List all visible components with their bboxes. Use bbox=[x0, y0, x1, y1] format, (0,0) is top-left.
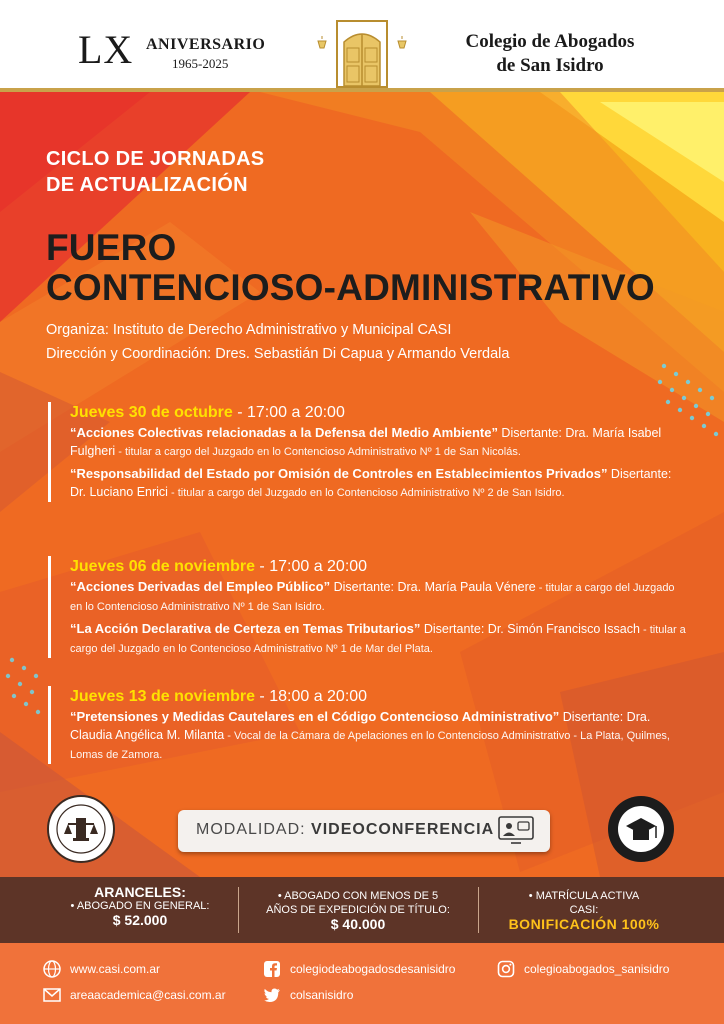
topic-title-line: FUERO bbox=[46, 227, 177, 268]
fee-label: AÑOS DE EXPEDICIÓN DE TÍTULO: bbox=[266, 904, 450, 916]
talk-title: “La Acción Declarativa de Certeza en Temas Tributarios” bbox=[70, 621, 421, 636]
talk-item bbox=[70, 620, 688, 658]
organizers bbox=[46, 318, 509, 366]
talk-item bbox=[70, 578, 688, 616]
footer-instagram-text: colegioabogados_sanisidro bbox=[524, 962, 670, 976]
casi-seal-logo bbox=[46, 794, 116, 864]
fee-price: $ 52.000 bbox=[112, 912, 168, 928]
modality-text bbox=[196, 821, 494, 839]
talk-speaker-role: - titular a cargo del Juzgado en lo Contencioso Administrativo Nº 1 de San Nicolás. bbox=[115, 446, 521, 458]
talk-item bbox=[70, 708, 688, 764]
videoconference-icon bbox=[498, 816, 534, 846]
header-rule bbox=[0, 88, 724, 92]
modality-banner bbox=[178, 810, 550, 852]
organizer-line: Organiza: Instituto de Derecho Administrativo y Municipal CASI bbox=[46, 322, 452, 338]
facebook-icon bbox=[262, 959, 282, 979]
talk-item bbox=[70, 465, 688, 502]
fee-price: $ 40.000 bbox=[330, 916, 386, 932]
modality-label: MODALIDAD: bbox=[196, 821, 306, 838]
direction-line: Dirección y Coordinación: Dres. Sebastián Di Capua y Armando Verdala bbox=[46, 346, 510, 362]
twitter-icon bbox=[262, 985, 282, 1005]
fee-divider bbox=[238, 887, 239, 933]
talk-title: “Acciones Colectivas relacionadas a la Defensa del Medio Ambiente” bbox=[70, 425, 498, 440]
footer-instagram[interactable] bbox=[496, 959, 669, 979]
lamp-icon bbox=[396, 36, 408, 50]
session-time: - 17:00 a 20:00 bbox=[254, 558, 368, 575]
cycle-title-line: CICLO DE JORNADAS bbox=[46, 148, 265, 170]
anniversary-roman: LX bbox=[78, 27, 134, 72]
anniversary-word: ANIVERSARIO bbox=[146, 36, 266, 53]
talk-speaker: Disertante: Dra. María Paula Vénere bbox=[330, 580, 536, 594]
fee-young-lawyer bbox=[244, 889, 472, 931]
footer-email-text: areaacademica@casi.com.ar bbox=[70, 988, 226, 1002]
contact-footer bbox=[0, 943, 724, 1024]
talk-item bbox=[70, 424, 688, 461]
fee-label: • ABOGADO CON MENOS DE 5 bbox=[277, 890, 439, 902]
envelope-icon bbox=[42, 985, 62, 1005]
institution-line: de San Isidro bbox=[496, 55, 604, 76]
footer-twitter-text: colsanisidro bbox=[290, 988, 354, 1002]
talk-speaker: Disertante: Dra. Claudia Angélica M. Milanta bbox=[70, 710, 651, 742]
footer-web-text: www.casi.com.ar bbox=[70, 962, 161, 976]
talk-speaker: Disertante: Dr. Luciano Enrici bbox=[70, 467, 672, 499]
fee-label: • MATRÍCULA ACTIVA bbox=[528, 890, 640, 902]
footer-twitter[interactable] bbox=[262, 985, 353, 1005]
footer-facebook-text: colegiodeabogadosdesanisidro bbox=[290, 962, 456, 976]
session-time: - 17:00 a 20:00 bbox=[232, 404, 345, 421]
session-date bbox=[70, 686, 688, 708]
fees-band bbox=[0, 877, 724, 943]
fee-divider bbox=[478, 887, 479, 933]
fee-general bbox=[40, 885, 240, 927]
footer-email[interactable] bbox=[42, 985, 226, 1005]
anniversary-years: 1965-2025 bbox=[172, 56, 229, 71]
footer-facebook[interactable] bbox=[262, 959, 455, 979]
talk-speaker-role: - titular a cargo del Juzgado en lo Contencioso Administrativo Nº 1 de San Isidro. bbox=[70, 582, 675, 613]
session-date bbox=[70, 402, 688, 424]
session-block bbox=[48, 402, 688, 502]
cycle-title bbox=[46, 146, 264, 198]
talk-speaker: Disertante: Dra. María Isabel Fulgheri bbox=[70, 426, 662, 458]
fees-heading: ARANCELES: bbox=[94, 884, 186, 900]
institution-name bbox=[430, 30, 670, 78]
modality-value: VIDEOCONFERENCIA bbox=[311, 821, 495, 838]
topic-title bbox=[46, 228, 655, 308]
institution-line: Colegio de Abogados bbox=[465, 31, 635, 52]
cycle-title-line: DE ACTUALIZACIÓN bbox=[46, 174, 248, 196]
talk-speaker: Disertante: Dr. Simón Francisco Issach bbox=[420, 622, 640, 636]
session-time: - 18:00 a 20:00 bbox=[254, 688, 368, 705]
door-emblem-icon bbox=[336, 20, 388, 88]
lamp-icon bbox=[316, 36, 328, 50]
session-date-text: Jueves 06 de noviembre bbox=[70, 558, 255, 575]
topic-title-line: CONTENCIOSO-ADMINISTRATIVO bbox=[46, 267, 655, 308]
session-date-text: Jueves 30 de octubre bbox=[70, 404, 233, 421]
fee-active-member bbox=[484, 889, 684, 931]
talk-title: “Responsabilidad del Estado por Omisión de Controles en Establecimientos Privados” bbox=[70, 466, 608, 481]
fee-label: • ABOGADO EN GENERAL: bbox=[70, 900, 210, 912]
footer-web[interactable] bbox=[42, 959, 160, 979]
session-block bbox=[48, 686, 688, 764]
header-band bbox=[0, 0, 724, 92]
talk-speaker-role: - Vocal de la Cámara de Apelaciones en lo Contencioso Administrativo - La Plata, Quilmes, Lomas de Zamora. bbox=[70, 730, 670, 761]
globe-icon bbox=[42, 959, 62, 979]
session-date bbox=[70, 556, 688, 578]
academic-area-seal-logo bbox=[606, 794, 676, 864]
talk-title: “Pretensiones y Medidas Cautelares en el Código Contencioso Administrativo” bbox=[70, 709, 560, 724]
instagram-icon bbox=[496, 959, 516, 979]
talk-speaker-role: - titular a cargo del Juzgado en lo Contencioso Administrativo Nº 2 de San Isidro. bbox=[167, 487, 565, 499]
session-block bbox=[48, 556, 688, 658]
session-date-text: Jueves 13 de noviembre bbox=[70, 688, 255, 705]
talk-title: “Acciones Derivadas del Empleo Público” bbox=[70, 579, 331, 594]
fee-bonus: BONIFICACIÓN 100% bbox=[508, 916, 660, 932]
fee-label: CASI: bbox=[569, 904, 599, 916]
talk-speaker-role: - titular a cargo del Juzgado en lo Contencioso Administrativo Nº 1 de Mar del Plata. bbox=[70, 624, 686, 655]
